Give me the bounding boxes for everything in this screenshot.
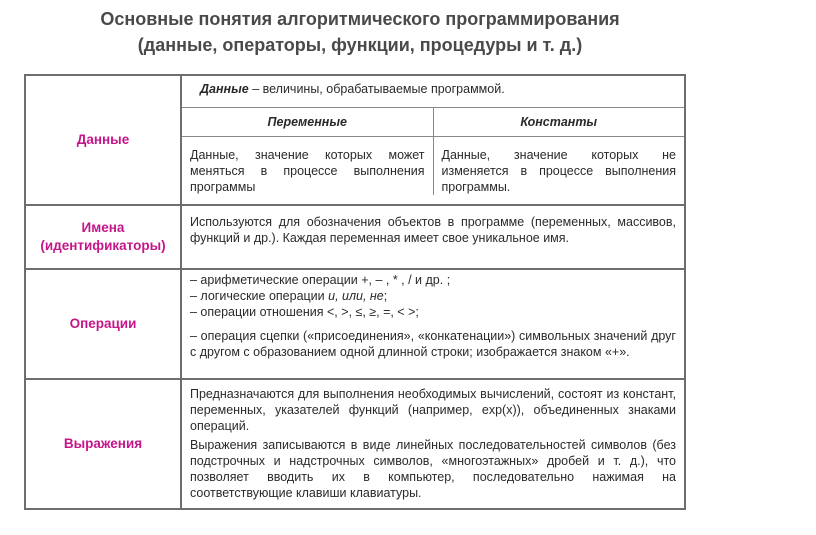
names-text: Используются для обозначения объектов в программе (переменных, массивов, функций и др.). Каждая переменная имеет свое уникальное имя. [190, 215, 676, 245]
constants-column [434, 108, 685, 195]
operations-item-relational: – операции отношения <, >, ≤, ≥, =, < >; [190, 305, 419, 319]
operations-list [182, 270, 684, 360]
row-content-expressions [182, 380, 684, 508]
variables-text: Данные, значение которых может меняться в процессе выполнения программы [190, 148, 425, 194]
constants-text: Данные, значение которых не изменяется в процессе выполнения программы. [441, 148, 676, 194]
data-definition [182, 76, 684, 108]
row-names [26, 206, 684, 270]
operations-item-concat: – операция сцепки («присоединения», «конкатенации») символьных значений друг с другом с образованием одной длинной строки; изображается знаком «+». [190, 329, 676, 359]
data-definition-text: – величины, обрабатываемые программой. [248, 82, 505, 96]
operations-logical-prefix: – логические операции [190, 289, 329, 303]
expressions-para-1: Предназначаются для выполнения необходимых вычислений, состоят из констант, переменных, указателей функций (например, exp(x)), объединенных знаками операций. [190, 387, 676, 433]
expressions-text [182, 380, 684, 501]
operations-logical-italic: и, или, не [328, 289, 384, 303]
variables-header: Переменные [182, 108, 433, 137]
row-operations [26, 270, 684, 380]
row-content-data [182, 76, 684, 204]
data-subtable [182, 108, 684, 195]
row-label-names [26, 206, 182, 268]
names-label-line-1: Имена [81, 220, 125, 235]
operations-item-arithmetic: – арифметические операции +, – , * , / и др. ; [190, 273, 451, 287]
row-label-operations: Операции [26, 270, 182, 378]
operations-item-logical [190, 288, 676, 304]
row-label-expressions: Выражения [26, 380, 182, 508]
constants-header: Константы [434, 108, 685, 137]
names-label-line-2: (идентификаторы) [40, 238, 166, 253]
variables-column [182, 108, 434, 195]
data-definition-term: Данные [200, 82, 249, 96]
row-content-names [182, 206, 684, 268]
operations-logical-suffix: ; [383, 289, 388, 303]
row-content-operations [182, 270, 684, 378]
expressions-para-2: Выражения записываются в виде линейных последовательностей символов (без подстрочных и надстрочных символов, «многоэтажных» дробей и т. д.), что позволяет вводить их в компьютер, последовательно нажимая на соответствующие клавиши клавиатуры. [190, 438, 676, 500]
title-line-1: Основные понятия алгоритмического программирования [100, 9, 620, 29]
page-title [0, 6, 720, 58]
row-data [26, 76, 684, 206]
title-line-2: (данные, операторы, функции, процедуры и т. д.) [137, 35, 583, 55]
row-expressions [26, 380, 684, 508]
concepts-table [24, 74, 686, 510]
row-label-data: Данные [26, 76, 182, 204]
